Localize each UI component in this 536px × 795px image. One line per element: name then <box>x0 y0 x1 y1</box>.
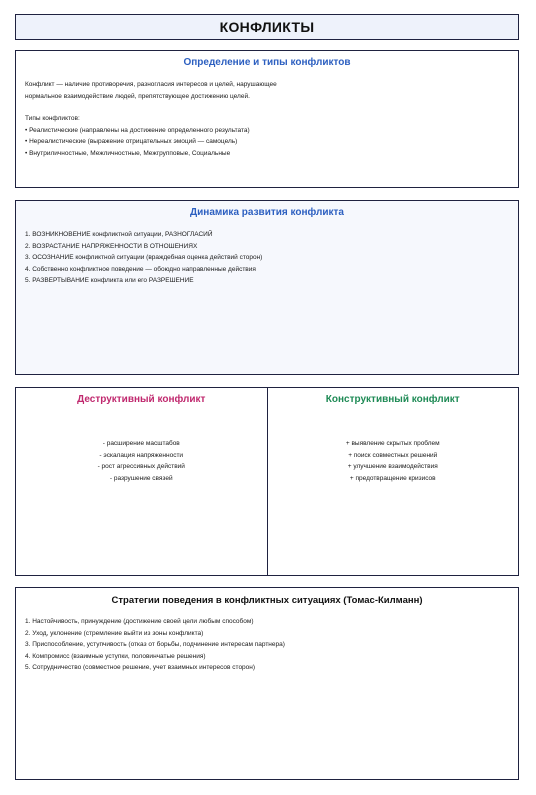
dynamics-section <box>15 200 519 375</box>
constructive-item: + поиск совместных решений <box>348 451 438 459</box>
definition-text-line: Конфликт — наличие противоречия, разногласия интересов и целей, нарушающее <box>25 81 277 88</box>
type-item: • Внутриличностные, Межличностные, Межгрупповые, Социальные <box>25 149 231 157</box>
constructive-panel <box>268 388 519 575</box>
stage-item: 3. ОСОЗНАНИЕ конфликтной ситуации (враждебная оценка действий сторон) <box>25 254 263 261</box>
page-title-box <box>15 14 519 40</box>
constructive-list <box>268 438 519 484</box>
dynamics-list <box>16 229 518 287</box>
types-heading: Типы конфликтов: <box>25 115 80 122</box>
dynamics-title: Динамика развития конфликта <box>190 207 344 218</box>
constructive-item: + выявление скрытых проблем <box>345 440 440 447</box>
destructive-list <box>16 438 267 484</box>
stage-item: 1. ВОЗНИКНОВЕНИЕ конфликтной ситуации, РАЗНОГЛАСИЙ <box>25 231 213 238</box>
destructive-item: - эскалация напряженности <box>99 451 184 459</box>
definition-text-line: нормальное взаимодействие людей, препятствующее достижению целей. <box>25 92 250 100</box>
strategy-item: 4. Компромисс (взаимные уступки, половинчатые решения) <box>25 652 206 660</box>
definition-title: Определение и типы конфликтов <box>183 57 351 68</box>
stage-item: 5. РАЗВЕРТЫВАНИЕ конфликта или его РАЗРЕШЕНИЕ <box>25 277 194 284</box>
destructive-item: - разрушение связей <box>109 474 173 482</box>
type-item: • Нереалистические (выражение отрицательных эмоций — самоцель) <box>25 138 238 145</box>
destructive-panel <box>16 388 268 575</box>
strategies-title: Стратегии поведения в конфликтных ситуациях (Томас-Килманн) <box>111 595 423 606</box>
destructive-item: - расширение масштабов <box>102 440 180 447</box>
constructive-item: + улучшение взаимодействия <box>347 463 438 470</box>
stage-item: 2. ВОЗРАСТАНИЕ НАПРЯЖЕННОСТИ В ОТНОШЕНИЯХ <box>25 242 198 250</box>
stage-item: 4. Собственно конфликтное поведение — обоюдно направленные действия <box>25 265 256 273</box>
conflict-comparison-section <box>15 387 519 576</box>
strategies-list <box>16 616 518 674</box>
destructive-item: - рост агрессивных действий <box>97 463 185 470</box>
definition-section <box>15 50 519 188</box>
page-title: КОНФЛИКТЫ <box>219 19 315 35</box>
strategy-item: 2. Уход, уклонение (стремление выйти из зоны конфликта) <box>25 629 204 637</box>
constructive-item: + предотвращение кризисов <box>349 474 436 482</box>
destructive-title: Деструктивный конфликт <box>77 394 206 405</box>
strategy-item: 3. Приспособление, уступчивость (отказ от борьбы, подчинение интересам партнера) <box>25 641 285 648</box>
constructive-title: Конструктивный конфликт <box>325 394 460 405</box>
strategies-section <box>15 587 519 780</box>
type-item: • Реалистические (направлены на достижение определенного результата) <box>25 126 250 134</box>
strategy-item: 5. Сотрудничество (совместное решение, учет взаимных интересов сторон) <box>25 664 256 671</box>
definition-body <box>16 79 518 159</box>
strategy-item: 1. Настойчивость, принуждение (достижение своей цели любым способом) <box>25 618 254 625</box>
